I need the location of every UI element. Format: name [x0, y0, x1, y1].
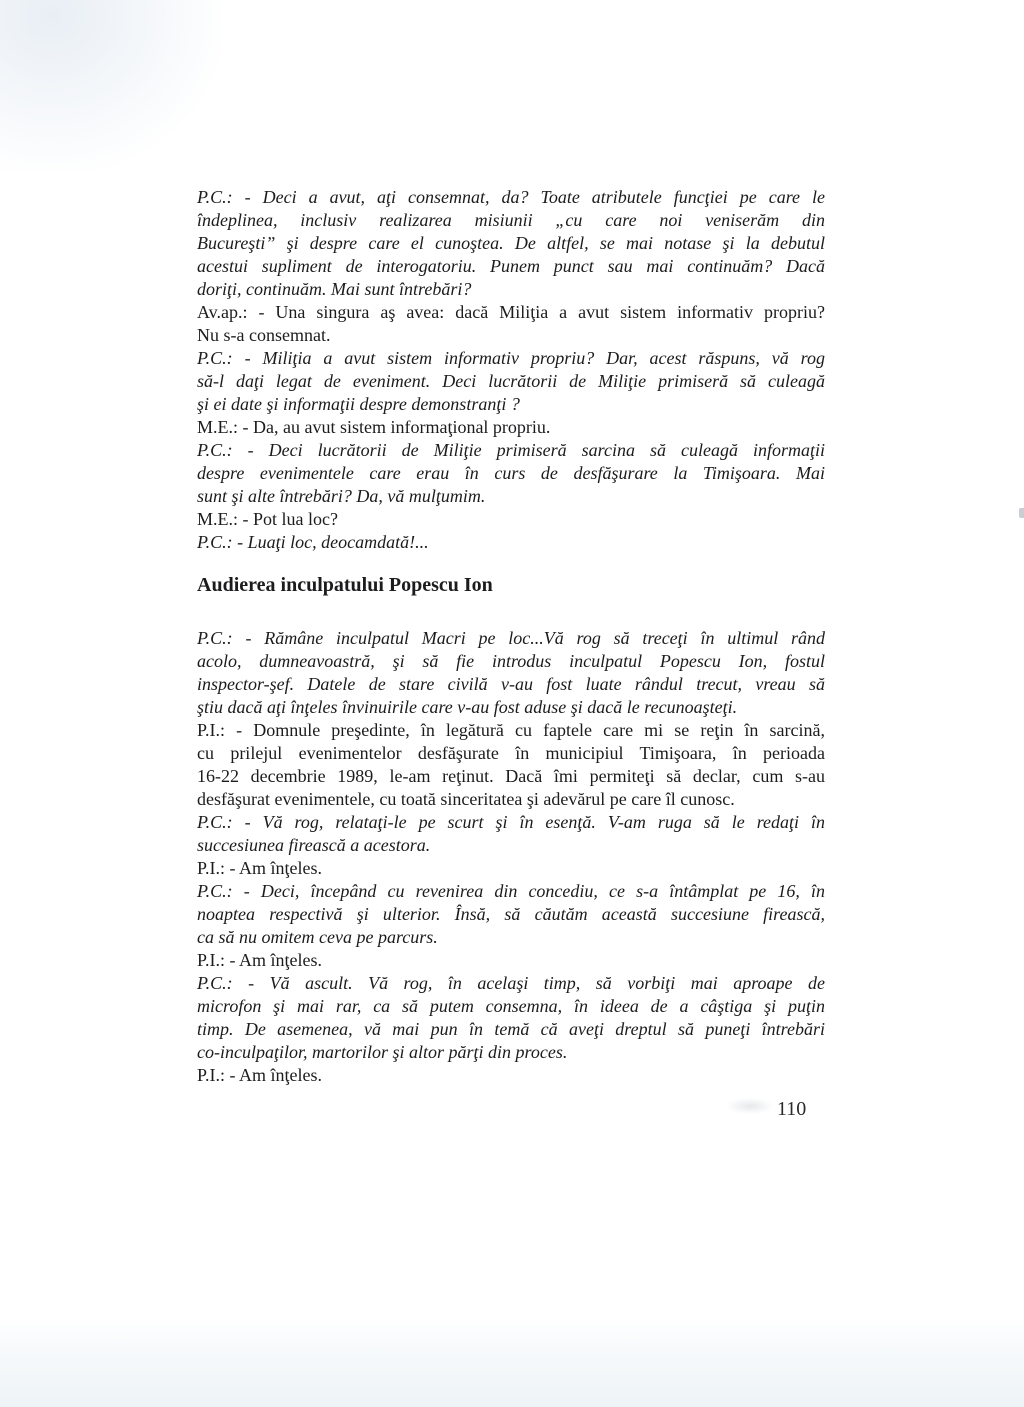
transcript-paragraph: [197, 347, 825, 416]
transcript-line: P.I.: - Domnule preşedinte, în legătură cu faptele care mi se reţin în sarcină,: [197, 720, 825, 740]
transcript-line: să-l daţi legat de eveniment. Deci lucrătorii de Miliţie primiseră să culeagă: [197, 371, 825, 391]
transcript-paragraph: [197, 857, 825, 880]
transcript-line: P.C.: - Luaţi loc, deocamdată!...: [197, 532, 429, 552]
transcript-paragraph: [197, 880, 825, 949]
transcript-paragraph: [197, 811, 825, 857]
transcript-line: sunt şi alte întrebări? Da, vă mulţumim.: [197, 486, 486, 506]
transcript-line: inspector-şef. Datele de stare civilă v-au fost luate rândul trecut, vreau să: [197, 674, 825, 694]
transcript-paragraph: [197, 719, 825, 811]
transcript-line: P.I.: - Am înţeles.: [197, 1065, 322, 1085]
transcript-line: doriţi, continuăm. Mai sunt întrebări?: [197, 279, 472, 299]
transcript-line: P.C.: - Rămâne inculpatul Macri pe loc...Vă rog să treceţi în ultimul rând: [197, 628, 825, 648]
transcript-line: P.C.: - Deci a avut, aţi consemnat, da? Toate atributele funcţiei pe care le: [197, 187, 825, 207]
transcript-line: desfăşurat evenimentele, cu toată sinceritatea şi adevărul pe care îl cunosc.: [197, 789, 735, 809]
transcript-paragraph: [197, 508, 825, 531]
transcript-line: noaptea respectivă şi ulterior. Însă, să căutăm această succesiune firească,: [197, 904, 825, 924]
transcript-line: P.C.: - Vă ascult. Vă rog, în acelaşi timp, să vorbiţi mai aproape de: [197, 973, 825, 993]
transcript-line: acestui supliment de interogatoriu. Punem punct sau mai continuăm? Dacă: [197, 256, 825, 276]
transcript-line: despre evenimentele care erau în curs de desfăşurare la Timişoara. Mai: [197, 463, 825, 483]
transcript-text-block: [197, 186, 825, 1087]
transcript-line: ca să nu omitem ceva pe parcurs.: [197, 927, 438, 947]
transcript-line: co-inculpaţilor, martorilor şi altor părţi din proces.: [197, 1042, 568, 1062]
transcript-line: P.C.: - Deci lucrătorii de Miliţie primiseră sarcina să culeagă informaţii: [197, 440, 825, 460]
transcript-line: Bucureşti” şi despre care el cunoştea. De altfel, se mai notase şi la debutul: [197, 233, 825, 253]
scan-smudge-near-page-number: [726, 1098, 774, 1114]
transcript-line: M.E.: - Da, au avut sistem informaţional propriu.: [197, 417, 551, 437]
page-number: 110: [777, 1098, 807, 1120]
transcript-line: microfon şi mai rar, ca să putem consemna, în ideea de a câştiga şi puţin: [197, 996, 825, 1016]
transcript-paragraph: [197, 627, 825, 719]
transcript-paragraph: [197, 531, 825, 554]
transcript-line: succesiunea firească a acestora.: [197, 835, 431, 855]
transcript-line: P.I.: - Am înţeles.: [197, 858, 322, 878]
transcript-paragraph: [197, 949, 825, 972]
transcript-line: timp. De asemenea, vă mai pun în temă că aveţi dreptul să puneţi întrebări: [197, 1019, 825, 1039]
transcript-paragraph: [197, 972, 825, 1064]
transcript-line: 16-22 decembrie 1989, le-am reţinut. Dacă îmi permiteţi să declar, cum s-au: [197, 766, 825, 786]
transcript-line: acolo, dumneavoastră, şi să fie introdus inculpatul Popescu Ion, fostul: [197, 651, 825, 671]
transcript-line: ştiu dacă aţi înţeles învinuirile care v-au fost aduse şi dacă le recunoaşteţi.: [197, 697, 738, 717]
transcript-line: şi ei date şi informaţii despre demonstranţi ?: [197, 394, 520, 414]
transcript-line: Av.ap.: - Una singura aş avea: dacă Miliţia a avut sistem informativ propriu?: [197, 302, 825, 322]
transcript-line: îndeplinea, inclusiv realizarea misiunii „cu care noi veniserăm din: [197, 210, 825, 230]
transcript-line: P.I.: - Am înţeles.: [197, 950, 322, 970]
transcript-line: P.C.: - Miliţia a avut sistem informativ propriu? Dar, acest răspuns, vă rog: [197, 348, 825, 368]
scan-smudge-top-left: [0, 0, 220, 170]
transcript-line: cu prilejul evenimentelor desfăşurate în municipiul Timişoara, în perioada: [197, 743, 825, 763]
transcript-line: M.E.: - Pot lua loc?: [197, 509, 338, 529]
transcript-paragraph: [197, 186, 825, 301]
transcript-line: P.C.: - Deci, începând cu revenirea din concediu, ce s-a întâmplat pe 16, în: [197, 881, 825, 901]
scan-shadow-bottom: [0, 1317, 1024, 1407]
transcript-paragraph: [197, 1064, 825, 1087]
transcript-paragraph: [197, 439, 825, 508]
transcript-paragraph: [197, 416, 825, 439]
transcript-line: P.C.: - Vă rog, relataţi-le pe scurt şi în esenţă. V-am ruga să le redaţi în: [197, 812, 825, 832]
scan-speck-right-edge: [1019, 508, 1024, 518]
transcript-line: Nu s-a consemnat.: [197, 325, 331, 345]
section-heading: Audierea inculpatului Popescu Ion: [197, 574, 493, 596]
transcript-paragraph: [197, 301, 825, 347]
